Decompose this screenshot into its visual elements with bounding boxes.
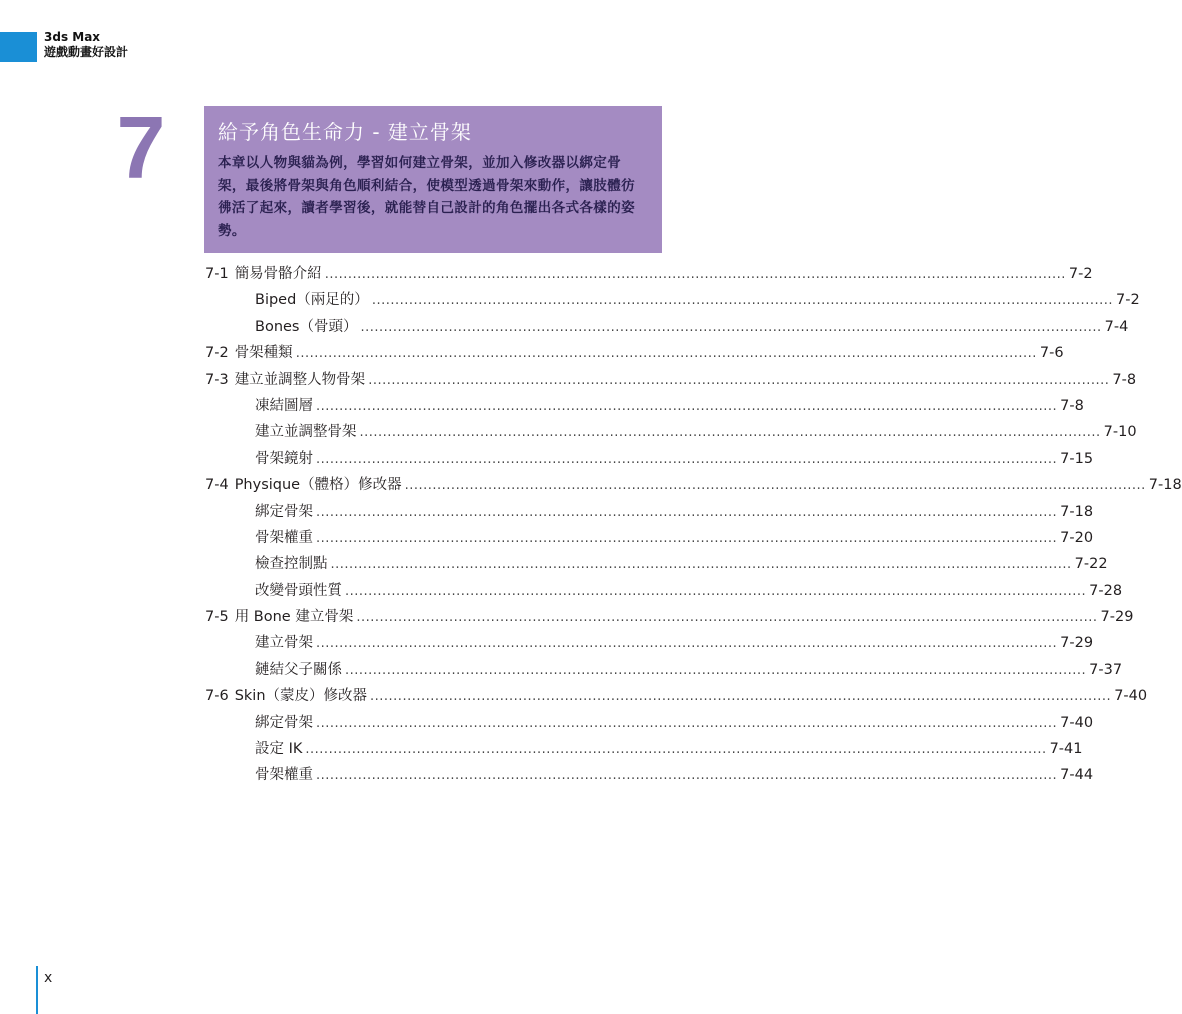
toc-entry-title: 骨架鏡射 [255,450,313,467]
table-of-contents [205,262,1182,790]
chapter-title: 給予角色生命力 - 建立骨架 [218,120,472,144]
toc-entry [205,500,1094,526]
toc-dot-leader: ................................................................................................................................................................ [368,372,1110,388]
toc-section-number: 7-6 [205,688,229,705]
toc-dot-leader: ................................................................................................................................................................ [404,478,1146,494]
toc-entry [205,579,1123,605]
toc-dot-leader: ................................................................................................................................................................ [359,425,1101,441]
toc-entry [205,288,1140,314]
toc-entry-title: 凍結圖層 [255,397,313,414]
toc-entry-title: 設定 IK [255,741,303,758]
toc-page-number: 7-22 [1074,556,1108,573]
toc-dot-leader: ................................................................................................................................................................ [330,557,1072,573]
toc-entry [205,658,1123,684]
toc-dot-leader: ................................................................................................................................................................ [360,319,1102,335]
toc-entry-title: 建立並調整骨架 [255,424,357,441]
toc-entry-title: 改變骨頭性質 [255,582,342,599]
toc-entry-title: 建立並調整人物骨架 [234,371,366,388]
toc-page-number: 7-28 [1089,582,1123,599]
toc-dot-leader: ................................................................................................................................................................ [345,662,1087,678]
toc-page-number: 7-2 [1115,292,1140,309]
toc-entry [205,394,1084,420]
toc-dot-leader: ................................................................................................................................................................ [370,689,1112,705]
toc-entry [205,315,1129,341]
toc-entry-title: 骨架種類 [234,345,293,362]
toc-entry [205,711,1094,737]
book-title-line2: 遊戲動畫好設計 [44,45,129,59]
page-number: x [44,970,53,986]
book-title-line1: 3ds Max [44,30,101,44]
toc-section-number: 7-3 [205,371,229,388]
toc-dot-leader: ................................................................................................................................................................ [324,267,1066,282]
toc-page-number: 7-20 [1060,529,1094,546]
toc-page-number: 7-37 [1089,661,1123,678]
toc-page-number: 7-15 [1060,450,1094,467]
toc-page-number: 7-10 [1103,424,1137,441]
toc-entry [205,447,1094,473]
toc-page-number: 7-40 [1114,688,1148,705]
book-title [44,30,128,60]
toc-dot-leader: ................................................................................................................................................................ [316,636,1058,652]
toc-dot-leader: ................................................................................................................................................................ [316,451,1058,467]
toc-dot-leader: ................................................................................................................................................................ [316,398,1058,414]
toc-entry-title: 骨架權重 [255,529,313,546]
toc-entry [205,420,1137,446]
toc-dot-leader: ................................................................................................................................................................ [316,530,1058,546]
toc-entry [205,737,1083,763]
toc-entry [205,605,1134,631]
toc-page-number: 7-8 [1112,371,1137,388]
toc-entry-title: 簡易骨骼介紹 [234,266,322,282]
toc-section-number: 7-4 [205,477,229,494]
toc-entry-title: 綁定骨架 [255,503,313,520]
toc-page-number: 7-8 [1060,397,1084,414]
toc-entry-title: 鏈結父子關係 [255,661,342,678]
toc-dot-leader: ................................................................................................................................................................ [316,715,1058,731]
toc-entry [205,526,1094,552]
toc-entry-title: 建立骨架 [255,635,313,652]
toc-page-number: 7-40 [1060,714,1094,731]
toc-dot-leader: ................................................................................................................................................................ [305,742,1047,758]
toc-entry [205,473,1182,499]
chapter-number: 7 [116,98,166,197]
toc-section-number: 7-2 [205,345,229,362]
toc-page-number: 7-6 [1039,345,1064,362]
toc-dot-leader: ................................................................................................................................................................ [371,293,1113,309]
toc-entry [205,262,1093,288]
toc-entry [205,552,1108,578]
toc-entry-title: 檢查控制點 [255,556,328,573]
toc-entry [205,684,1148,710]
toc-entry [205,368,1137,394]
toc-page-number: 7-2 [1068,266,1093,282]
toc-page-number: 7-44 [1060,767,1094,784]
toc-page-number: 7-18 [1060,503,1094,520]
toc-entry [205,631,1094,657]
toc-page-number: 7-29 [1060,635,1094,652]
toc-page-number: 7-4 [1104,318,1129,335]
toc-entry-title: Physique（體格）修改器 [234,477,402,494]
corner-color-block [0,32,37,62]
toc-entry [205,341,1064,367]
toc-page-number: 7-18 [1148,477,1182,494]
toc-dot-leader: ................................................................................................................................................................ [316,768,1058,784]
toc-entry-title: 綁定骨架 [255,714,313,731]
toc-page-number: 7-41 [1049,741,1083,758]
toc-entry-title: Skin（蒙皮）修改器 [234,688,368,705]
toc-section-number: 7-1 [205,266,229,282]
toc-entry-title: 骨架權重 [255,767,313,784]
toc-dot-leader: ................................................................................................................................................................ [316,504,1058,520]
toc-entry [205,763,1094,789]
toc-page-number: 7-29 [1100,609,1134,626]
toc-entry-title: 用 Bone 建立骨架 [234,609,354,626]
toc-dot-leader: ................................................................................................................................................................ [345,583,1087,599]
toc-dot-leader: ................................................................................................................................................................ [356,610,1098,626]
toc-entry-title: Biped（兩足的） [255,292,369,309]
chapter-description: 本章以人物與貓為例，學習如何建立骨架，並加入修改器以綁定骨架，最後將骨架與角色順利結合，使模型透過骨架來動作，讓肢體彷彿活了起來，讀者學習後，就能替自己設計的角色擺出各式各樣的姿勢。 [218,155,635,239]
chapter-header-box [204,106,662,253]
toc-dot-leader: ................................................................................................................................................................ [295,346,1037,362]
toc-entry-title: Bones（骨頭） [255,318,358,335]
toc-section-number: 7-5 [205,609,229,626]
page-number-rule [36,966,38,1014]
